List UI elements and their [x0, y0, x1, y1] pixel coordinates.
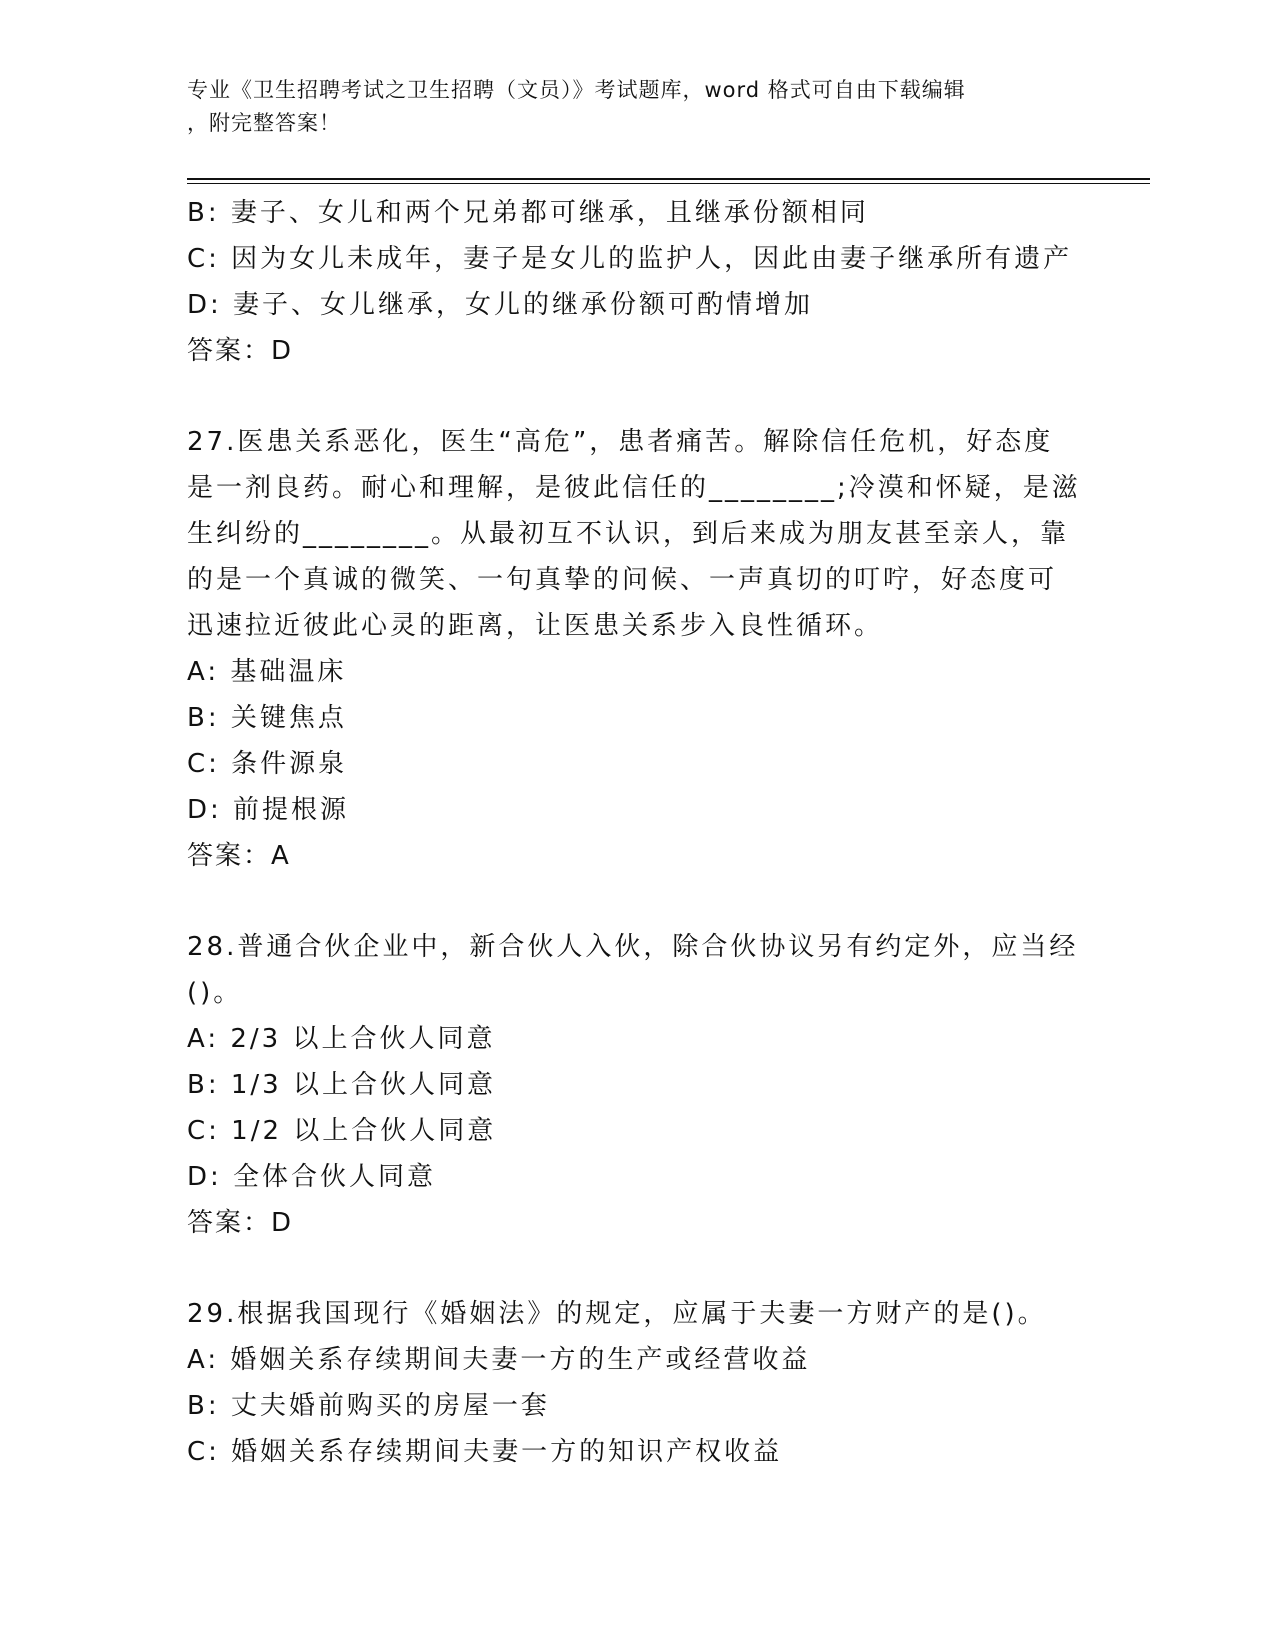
option-b: B: 丈夫婚前购买的房屋一套: [187, 1391, 550, 1421]
question-27: [187, 419, 1087, 879]
question-text-line: 的是一个真诚的微笑、一句真挚的问候、一声真切的叮咛，好态度可: [187, 565, 1058, 595]
option-b: B: 关键焦点: [187, 703, 347, 733]
option-a: A: 婚姻关系存续期间夫妻一方的生产或经营收益: [187, 1345, 811, 1375]
answer: 答案：A: [187, 841, 291, 871]
spacer: [187, 1246, 1087, 1291]
answer: 答案：D: [187, 336, 294, 366]
option-c: C: 婚姻关系存续期间夫妻一方的知识产权收益: [187, 1437, 783, 1467]
option-c: C: 1/2 以上合伙人同意: [187, 1116, 497, 1146]
question-28: [187, 924, 1087, 1246]
question-text-line: 迅速拉近彼此心灵的距离，让医患关系步入良性循环。: [187, 611, 884, 641]
option-a: A: 2/3 以上合伙人同意: [187, 1024, 496, 1054]
question-text-line: 29.根据我国现行《婚姻法》的规定，应属于夫妻一方财产的是()。: [187, 1299, 1047, 1329]
question-text-line: 生纠纷的________。从最初互不认识，到后来成为朋友甚至亲人，靠: [187, 519, 1070, 549]
option-b: B: 1/3 以上合伙人同意: [187, 1070, 496, 1100]
question-text-line: 是一剂良药。耐心和理解，是彼此信任的________;冷漠和怀疑，是滋: [187, 473, 1081, 503]
spacer: [187, 374, 1087, 419]
option-d: D: 前提根源: [187, 795, 350, 825]
document-header: [187, 74, 1067, 140]
option-d: D: 全体合伙人同意: [187, 1162, 437, 1192]
option-a: A: 基础温床: [187, 657, 347, 687]
question-26-tail: [187, 190, 1087, 374]
option-c: C: 因为女儿未成年，妻子是女儿的监护人，因此由妻子继承所有遗产: [187, 244, 1073, 274]
option-c: C: 条件源泉: [187, 749, 348, 779]
header-line-2: ，附完整答案！: [187, 111, 341, 135]
header-line-1: 专业《卫生招聘考试之卫生招聘（文员）》考试题库，word 格式可自由下载编辑: [187, 78, 966, 102]
question-29: [187, 1291, 1087, 1475]
header-divider-thin: [187, 183, 1150, 184]
answer: 答案：D: [187, 1208, 294, 1238]
option-d: D: 妻子、女儿继承，女儿的继承份额可酌情增加: [187, 290, 814, 320]
question-text-line: 27.医患关系恶化，医生“高危”，患者痛苦。解除信任危机，好态度: [187, 427, 1054, 457]
header-divider-thick: [187, 178, 1150, 180]
spacer: [187, 879, 1087, 924]
question-text-line: 28.普通合伙企业中，新合伙人入伙，除合伙协议另有约定外，应当经: [187, 932, 1079, 962]
option-b: B: 妻子、女儿和两个兄弟都可继承，且继承份额相同: [187, 198, 869, 228]
question-list: [187, 190, 1087, 1475]
question-text-line: ()。: [187, 978, 243, 1008]
